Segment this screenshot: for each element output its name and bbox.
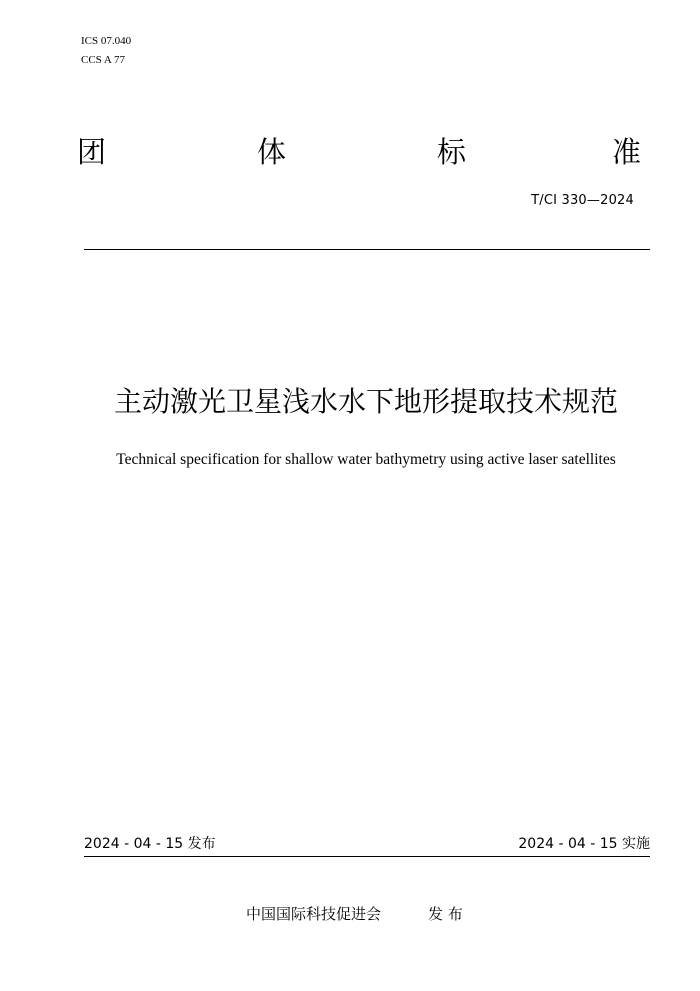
standard-type-char: 体 (257, 135, 287, 169)
footer-divider (84, 856, 650, 857)
ics-code: ICS 07.040 (81, 35, 132, 47)
standard-type-char: 准 (612, 135, 642, 169)
document-title-chinese: 主动激光卫星浅水水下地形提取技术规范 (113, 385, 618, 418)
issue-date: 2024 - 04 - 15 发布 (84, 836, 216, 852)
document-title-english: Technical specification for shallow water bathymetry using active laser satellites (116, 451, 616, 468)
standard-type-char: 标 (437, 135, 467, 169)
publisher-name: 中国国际科技促进会 (246, 905, 382, 923)
standard-type-char: 团 (77, 135, 107, 169)
ccs-code: CCS A 77 (81, 54, 126, 66)
publish-label: 发 布 (428, 905, 463, 923)
implementation-date: 2024 - 04 - 15 实施 (518, 836, 650, 852)
standard-number: T/CI 330—2024 (531, 193, 634, 208)
header-divider (84, 249, 650, 250)
